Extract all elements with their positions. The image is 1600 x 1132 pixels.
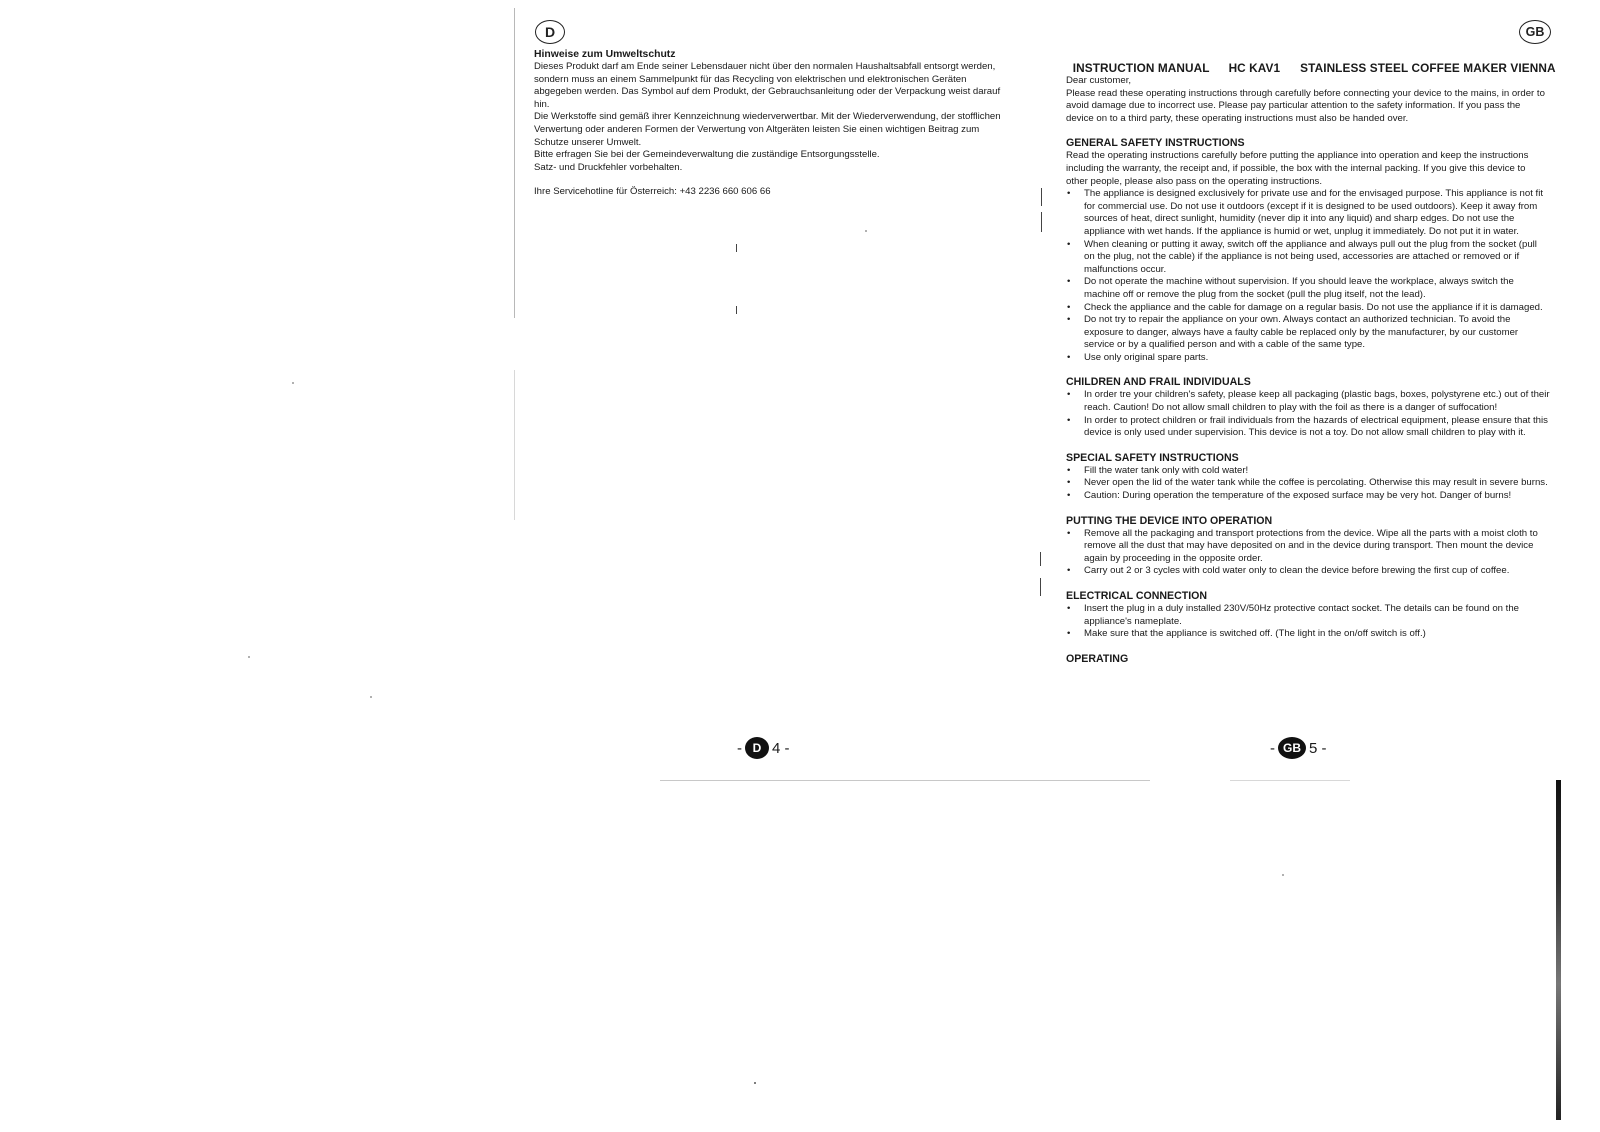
page-number-text: 4 - [772, 739, 790, 757]
page-number-5 [1270, 737, 1327, 759]
environment-paragraph: Dieses Produkt darf am Ende seiner Lebensdauer nicht über den normalen Haushaltsabfall entsorgt werden, sondern muss an einem Sammelpunkt für das Recycling von elektrischen und elektronischen Geräten abgegeben werden. Das Symbol auf dem Produkt, der Gebrauchsanleitung oder der Verpackung weist darauf hin. [534, 61, 1001, 110]
putting-into-operation-list [1066, 528, 1550, 578]
list-item: • Never open the lid of the water tank while the coffee is percolating. Otherwise this may result in severe burns. [1066, 477, 1550, 490]
scan-dark-edge [1556, 780, 1561, 1120]
title-product: STAINLESS STEEL COFFEE MAKER VIENNA [1300, 61, 1556, 75]
environment-paragraph: Bitte erfragen Sie bei der Gemeindeverwaltung die zuständige Entsorgungsstelle. [534, 149, 880, 161]
service-hotline: Ihre Servicehotline für Österreich: +43 2236 660 606 66 [534, 186, 771, 198]
environment-paragraph: Satz- und Druckfehler vorbehalten. [534, 161, 683, 173]
scan-speck [292, 382, 294, 384]
putting-into-operation-section [1066, 515, 1550, 578]
scan-edge-line [514, 8, 515, 318]
general-safety-section [1066, 137, 1550, 364]
list-item: • Do not try to repair the appliance on your own. Always contact an authorized technician. To avoid the exposure to danger, always have a faulty cable be replaced only by the manufacturer, by our customer service or by a qualified person and with a cable of the same type. [1066, 314, 1550, 352]
page-number-prefix: - [1270, 739, 1275, 757]
general-safety-intro: Read the operating instructions carefully before putting the appliance into operation and keep the instructions including the warranty, the receipt and, if possible, the box with the internal packing. If you give this device to other people, please also pass on the operating instructions. [1066, 150, 1529, 187]
children-list [1066, 389, 1550, 439]
scan-mark [736, 306, 737, 314]
manual-title [1066, 47, 1556, 75]
title-model: HC KAV1 [1228, 61, 1281, 75]
operating-section [1066, 653, 1550, 666]
list-item: • Carry out 2 or 3 cycles with cold water only to clean the device before brewing the first cup of coffee. [1066, 565, 1550, 578]
electrical-connection-heading: ELECTRICAL CONNECTION [1066, 590, 1208, 602]
left-page-content [534, 48, 1012, 199]
scan-mark [736, 244, 737, 252]
list-item: • In order tre your children's safety, please keep all packaging (plastic bags, boxes, polystyrene etc.) out of their reach. Caution! Do not allow small children to play with the foil as there is a danger of suffocation! [1066, 389, 1550, 414]
page-number-prefix: - [737, 739, 742, 757]
intro-paragraph: Please read these operating instructions through carefully before connecting your device to the mains, in order to avoid damage due to incorrect use. Please pay particular attention to the safety information. If you pass the device on to a third party, these operating instructions must also be handed over. [1066, 87, 1545, 124]
page-language-pill-d: D [745, 737, 769, 759]
scan-fold-line [1230, 780, 1350, 781]
children-section [1066, 376, 1550, 439]
special-safety-section [1066, 452, 1550, 503]
language-badge-d: D [535, 20, 565, 44]
scan-speck [754, 1082, 756, 1084]
scan-speck [1282, 874, 1284, 876]
scan-speck [370, 696, 372, 698]
list-item: • Check the appliance and the cable for damage on a regular basis. Do not use the appliance if it is damaged. [1066, 302, 1550, 315]
children-heading: CHILDREN AND FRAIL INDIVIDUALS [1066, 376, 1251, 389]
list-item: • Caution: During operation the temperature of the exposed surface may be very hot. Danger of burns! [1066, 490, 1550, 503]
list-item: • Fill the water tank only with cold water! [1066, 465, 1550, 478]
scan-mark [1040, 578, 1041, 596]
list-item: • Insert the plug in a duly installed 230V/50Hz protective contact socket. The details can be found on the appliance's nameplate. [1066, 603, 1550, 628]
putting-into-operation-heading: PUTTING THE DEVICE INTO OPERATION [1066, 514, 1273, 527]
scan-mark [1040, 552, 1041, 566]
title-instruction-manual: INSTRUCTION MANUAL [1072, 61, 1210, 75]
special-safety-list [1066, 465, 1550, 503]
scan-mark [1041, 212, 1042, 232]
scan-speck [865, 230, 867, 232]
list-item: • Use only original spare parts. [1066, 352, 1550, 365]
special-safety-heading: SPECIAL SAFETY INSTRUCTIONS [1066, 451, 1239, 464]
greeting: Dear customer, [1066, 75, 1132, 86]
electrical-connection-list [1066, 603, 1550, 641]
language-badge-gb: GB [1519, 20, 1551, 44]
general-safety-heading: GENERAL SAFETY INSTRUCTIONS [1066, 137, 1245, 150]
page-language-pill-gb: GB [1278, 737, 1306, 759]
list-item: • Make sure that the appliance is switched off. (The light in the on/off switch is off.) [1066, 628, 1550, 641]
list-item: • In order to protect children or frail individuals from the hazards of electrical equipment, please ensure that this device is only used under supervision. This device is not a toy. Do not allow small children to play with it. [1066, 415, 1550, 440]
general-safety-list [1066, 188, 1550, 364]
environment-heading: Hinweise zum Umweltschutz [534, 49, 676, 60]
page-number-text: 5 - [1309, 739, 1327, 757]
scan-mark [1041, 188, 1042, 206]
operating-heading: OPERATING [1066, 652, 1129, 665]
list-item: • Remove all the packaging and transport protections from the device. Wipe all the parts with a moist cloth to remove all the dust that may have deposited on and in the device during transport. Then mount the device again by proceeding in the opposite order. [1066, 528, 1550, 566]
scan-fold-line [660, 780, 1150, 781]
list-item: • The appliance is designed exclusively for private use and for the envisaged purpose. This appliance is not fit for commercial use. Do not use it outdoors (except if it is designed to be used outdoors). Keep it away from sources of heat, direct sunlight, humidity (never dip it into any liquid) and sharp edges. Do not use the appliance with wet hands. If the appliance is humid or wet, unplug it immediately. Do not put it in water. [1066, 188, 1550, 238]
scan-edge-line [514, 370, 515, 520]
environment-paragraph: Die Werkstoffe sind gemäß ihrer Kennzeichnung wiederverwertbar. Mit der Wiederverwendung, der stofflichen Verwertung oder anderen Formen der Verwertung von Altgeräten leisten Sie einen wichtigen Beitrag zum Schutze unserer Umwelt. [534, 111, 1001, 148]
page-number-4 [737, 737, 790, 759]
right-page-content [1066, 75, 1550, 666]
scan-speck [248, 656, 250, 658]
list-item: • Do not operate the machine without supervision. If you should leave the workplace, always switch the machine off or remove the plug from the socket (pull the plug itself, not the lead). [1066, 276, 1550, 301]
electrical-connection-section [1066, 590, 1550, 641]
list-item: • When cleaning or putting it away, switch off the appliance and always pull out the plug from the socket (pull on the plug, not the cable) if the appliance is not being used, accessories are attached or removed or if malfunctions occur. [1066, 239, 1550, 277]
